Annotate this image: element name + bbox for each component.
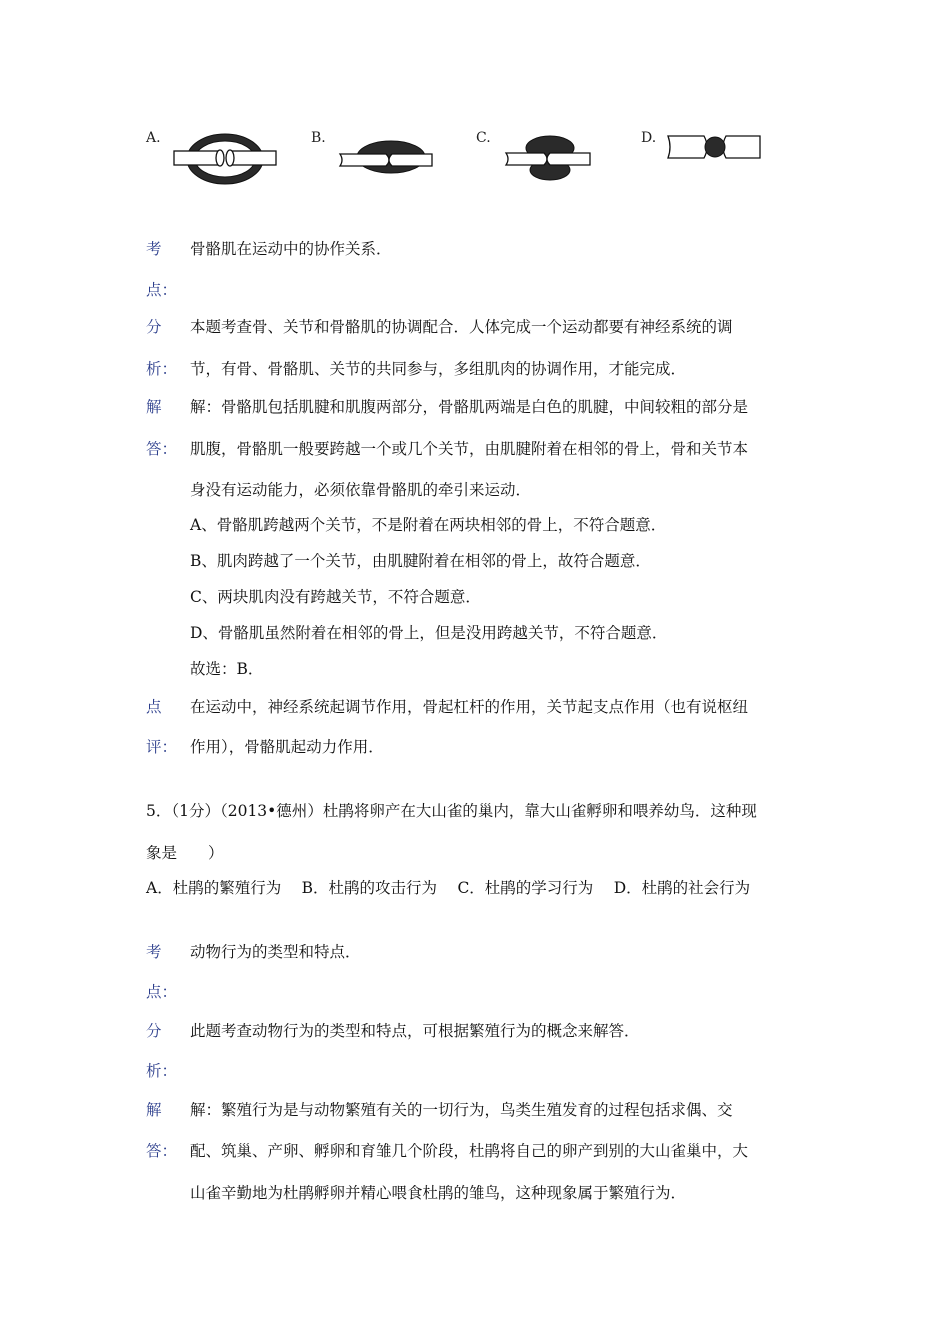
kaodian-label-1: 考 <box>146 240 162 258</box>
bone-right <box>389 154 432 166</box>
dianping-label-1: 点 <box>146 698 162 716</box>
dianping-line-1: 在运动中，神经系统起调节作用，骨起杠杆的作用，关节起支点作用（也有说枢纽 <box>190 698 749 716</box>
fenxi-line-2: 节，有骨、骨骼肌、关节的共同参与，多组肌肉的协调作用，才能完成． <box>190 360 687 378</box>
bone-left <box>668 136 707 158</box>
question-5-line-1: 5．（1分）（2013•德州）杜鹃将卵产在大山雀的巢内，靠大山雀孵卵和喂养幼鸟．这种现 <box>146 802 757 820</box>
option-d-figure <box>664 128 764 168</box>
question-5-line-2: 象是 ） <box>146 844 224 862</box>
bone-left <box>506 153 547 165</box>
fenxi2-label-1: 分 <box>146 1022 162 1040</box>
option-a-figure <box>170 122 280 192</box>
jieda-line-1: 解：骨骼肌包括肌腱和肌腹两部分，骨骼肌两端是白色的肌腱，中间较粗的部分是 <box>190 398 749 416</box>
option-c-label: C. <box>476 130 491 146</box>
option-b-label: B. <box>311 130 326 146</box>
dianping-label-2: 评： <box>146 738 178 756</box>
jieda2-label-2: 答： <box>146 1142 178 1160</box>
jieda-answer: 故选：B． <box>190 660 264 678</box>
jieda-line-3: 身没有运动能力，必须依靠骨骼肌的牵引来运动． <box>190 481 532 499</box>
question-5-choices: A．杜鹃的繁殖行为 B．杜鹃的攻击行为 C．杜鹃的学习行为 D．杜鹃的社会行为 <box>146 879 751 897</box>
kaodian2-text: 动物行为的类型和特点． <box>190 943 361 961</box>
fenxi-label-1: 分 <box>146 318 162 336</box>
jieda-option-b: B、肌肉跨越了一个关节，由肌腱附着在相邻的骨上，故符合题意． <box>190 552 651 570</box>
jieda-option-c: C、两块肌肉没有跨越关节，不符合题意． <box>190 588 481 606</box>
bone-left <box>174 151 220 165</box>
option-a-label: A. <box>146 130 161 146</box>
jieda-option-d: D、骨骼肌虽然附着在相邻的骨上，但是没用跨越关节，不符合题意． <box>190 624 668 642</box>
kaodian2-label-2: 点： <box>146 983 178 1001</box>
kaodian2-label-1: 考 <box>146 943 162 961</box>
jieda-label-2: 答： <box>146 440 178 458</box>
jieda2-line-1: 解：繁殖行为是与动物繁殖有关的一切行为，鸟类生殖发育的过程包括求偶、交 <box>190 1101 733 1119</box>
bone-right <box>723 136 760 158</box>
jieda2-line-2: 配、筑巢、产卵、孵卵和育雏几个阶段，杜鹃将自己的卵产到别的大山雀巢中，大 <box>190 1142 749 1160</box>
jieda2-line-3: 山雀辛勤地为杜鹃孵卵并精心喂食杜鹃的雏鸟，这种现象属于繁殖行为． <box>190 1184 687 1202</box>
fenxi-line-1: 本题考查骨、关节和骨骼肌的协调配合．人体完成一个运动都要有神经系统的调 <box>190 318 733 336</box>
jieda-label-1: 解 <box>146 398 162 416</box>
dianping-line-2: 作用），骨骼肌起动力作用． <box>190 738 384 756</box>
jieda2-label-1: 解 <box>146 1101 162 1119</box>
option-d-label: D. <box>641 130 657 146</box>
option-b-figure <box>336 132 436 192</box>
muscle-shape <box>705 137 725 157</box>
bone-right <box>230 151 276 165</box>
fenxi2-text: 此题考查动物行为的类型和特点，可根据繁殖行为的概念来解答． <box>190 1022 640 1040</box>
jieda-line-2: 肌腹，骨骼肌一般要跨越一个或几个关节，由肌腱附着在相邻的骨上，骨和关节本 <box>190 440 749 458</box>
fenxi2-label-2: 析： <box>146 1062 178 1080</box>
jieda-option-a: A、骨骼肌跨越两个关节，不是附着在两块相邻的骨上，不符合题意． <box>190 516 667 534</box>
option-c-figure <box>500 130 595 192</box>
fenxi-label-2: 析： <box>146 360 178 378</box>
bone-right <box>547 153 590 165</box>
kaodian-text: 骨骼肌在运动中的协作关系． <box>190 240 392 258</box>
bone-left <box>340 154 389 166</box>
kaodian-label-2: 点： <box>146 281 178 299</box>
